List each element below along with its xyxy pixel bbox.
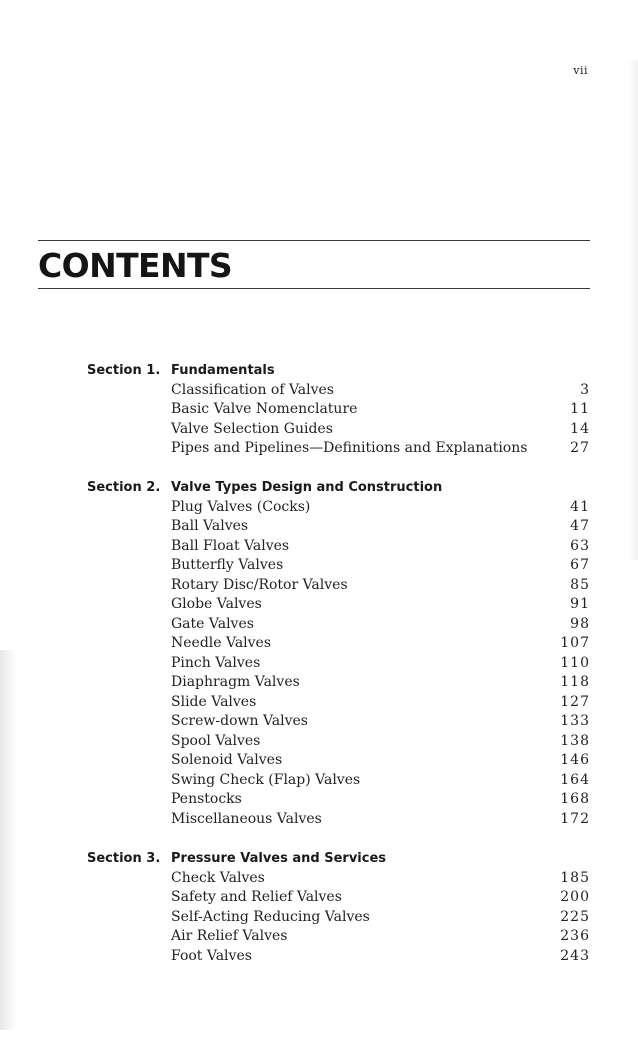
toc-entry: [171, 400, 590, 420]
entry-page-number: 3: [580, 381, 590, 398]
entry-page-number: 14: [570, 420, 590, 437]
toc-entry: [171, 712, 590, 732]
entry-page-number: 138: [560, 732, 590, 749]
entry-title: Ball Float Valves: [171, 537, 290, 554]
entry-title: Rotary Disc/Rotor Valves: [171, 576, 348, 593]
entry-title: Butterfly Valves: [171, 557, 284, 573]
toc-entry: [171, 576, 590, 596]
toc-entry: [171, 888, 590, 908]
section-title: Fundamentals: [171, 363, 275, 378]
entry-page-number: 11: [570, 401, 590, 417]
entry-title: Globe Valves: [171, 596, 262, 612]
entry-page-number: 146: [560, 752, 590, 768]
toc-entry: [171, 420, 590, 440]
entry-list: [171, 869, 590, 967]
entry-title: Screw-down Valves: [171, 713, 308, 729]
entry-page-number: 110: [560, 654, 590, 671]
toc-entry: [171, 517, 590, 537]
section-label: Section 3.: [87, 851, 161, 866]
entry-page-number: 67: [570, 557, 590, 573]
entry-title: Diaphragm Valves: [171, 674, 300, 690]
entry-title: Basic Valve Nomenclature: [171, 401, 358, 417]
entry-title: Check Valves: [171, 869, 265, 886]
entry-title: Ball Valves: [171, 518, 249, 534]
toc-entry: [171, 810, 590, 830]
toc-entry: [171, 732, 590, 752]
entry-title: Needle Valves: [171, 635, 272, 651]
entry-title: Air Relief Valves: [171, 928, 288, 944]
entry-page-number: 127: [560, 693, 590, 710]
section-label: Section 1.: [87, 363, 161, 378]
entry-title: Swing Check (Flap) Valves: [171, 771, 361, 788]
entry-page-number: 164: [560, 771, 590, 788]
entry-page-number: 243: [560, 947, 590, 964]
entry-page-number: 63: [570, 537, 590, 554]
toc-entry: [171, 615, 590, 635]
toc-entry: [171, 673, 590, 693]
toc-entry: [171, 790, 590, 810]
entry-list: [171, 498, 590, 830]
entry-title: Spool Valves: [171, 732, 261, 749]
toc-entry: [171, 947, 590, 967]
section-title: Pressure Valves and Services: [171, 851, 387, 866]
toc-entry: [171, 771, 590, 791]
toc-entry: [171, 927, 590, 947]
entry-page-number: 41: [570, 498, 590, 515]
entry-title: Plug Valves (Cocks): [171, 498, 311, 515]
section-label: Section 2.: [87, 480, 161, 495]
entry-page-number: 27: [570, 440, 590, 456]
entry-page-number: 133: [560, 713, 590, 729]
entry-title: Classification of Valves: [171, 381, 334, 398]
entry-page-number: 185: [560, 869, 590, 886]
entry-title: Pipes and Pipelines—Definitions and Explanations: [171, 440, 528, 456]
entry-page-number: 236: [560, 928, 590, 944]
toc-entry: [171, 634, 590, 654]
entry-title: Self-Acting Reducing Valves: [171, 908, 370, 925]
entry-title: Solenoid Valves: [171, 752, 283, 768]
entry-page-number: 91: [570, 596, 590, 612]
page-number: vii: [573, 64, 588, 77]
toc-entry: [171, 654, 590, 674]
toc-entry: [171, 498, 590, 518]
toc-entry: [171, 537, 590, 557]
toc-entry: [171, 751, 590, 771]
entry-title: Miscellaneous Valves: [171, 810, 322, 827]
entry-title: Gate Valves: [171, 615, 254, 632]
entry-page-number: 47: [570, 518, 590, 534]
scan-shadow-left: [0, 650, 16, 1030]
entry-page-number: 225: [560, 908, 590, 925]
entry-page-number: 98: [570, 615, 590, 632]
entry-list: [171, 381, 590, 459]
entry-page-number: 85: [570, 576, 590, 593]
toc-entry: [171, 595, 590, 615]
entry-title: Foot Valves: [171, 947, 252, 964]
entry-title: Valve Selection Guides: [171, 420, 333, 437]
entry-title: Penstocks: [171, 791, 242, 807]
scan-shadow-right: [628, 60, 638, 560]
entry-title: Pinch Valves: [171, 654, 261, 671]
section-title: Valve Types Design and Construction: [171, 480, 443, 495]
heading-rule-bottom: [38, 288, 590, 289]
heading-rule-top: [38, 240, 590, 241]
entry-page-number: 107: [560, 635, 590, 651]
entry-title: Safety and Relief Valves: [171, 889, 342, 905]
toc-entry: [171, 869, 590, 889]
entry-page-number: 168: [560, 791, 590, 807]
entry-page-number: 172: [560, 810, 590, 827]
page-title: CONTENTS: [38, 246, 233, 285]
toc-entry: [171, 693, 590, 713]
toc-entry: [171, 908, 590, 928]
entry-title: Slide Valves: [171, 693, 257, 710]
entry-page-number: 118: [560, 674, 590, 690]
toc-entry: [171, 381, 590, 401]
toc-entry: [171, 556, 590, 576]
toc-entry: [171, 439, 590, 459]
entry-page-number: 200: [560, 889, 590, 905]
